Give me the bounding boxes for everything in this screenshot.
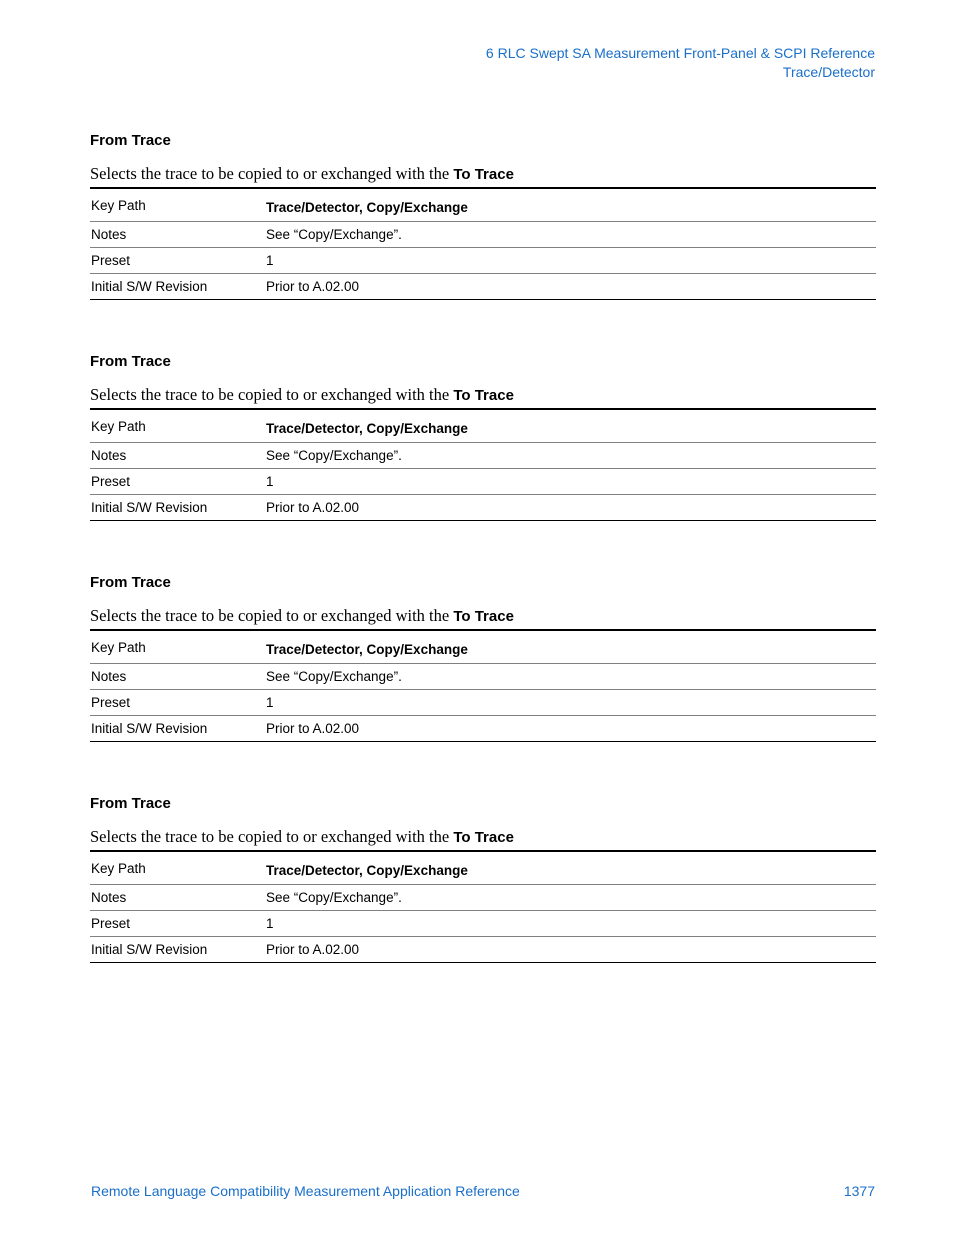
- row-value: Prior to A.02.00: [266, 279, 360, 294]
- table-row: [90, 630, 876, 664]
- info-table: [90, 408, 876, 521]
- from-trace-section-4: [90, 795, 876, 963]
- table-row: [90, 248, 876, 274]
- row-value: See “Copy/Exchange”.: [265, 443, 876, 469]
- page-number: 1377: [843, 1183, 875, 1199]
- chapter-heading: 6 RLC Swept SA Measurement Front-Panel & SCPI Reference: [485, 45, 875, 61]
- info-table: [90, 629, 876, 742]
- footer-title: Remote Language Compatibility Measurement Application Reference: [91, 1183, 520, 1199]
- row-value: 1: [265, 911, 876, 937]
- to-trace-ref: To Trace: [453, 387, 514, 404]
- row-label: Initial S/W Revision: [91, 279, 208, 294]
- row-value: Prior to A.02.00: [266, 721, 360, 736]
- info-table: [90, 187, 876, 300]
- row-value: 1: [265, 469, 876, 495]
- row-label: Notes: [90, 664, 265, 690]
- table-row: [90, 469, 876, 495]
- table-row: [90, 443, 876, 469]
- section-title: From Trace: [90, 574, 171, 591]
- section-heading: Trace/Detector: [782, 64, 875, 80]
- row-label: Notes: [90, 222, 265, 248]
- section-title: From Trace: [90, 353, 171, 370]
- table-row: [90, 690, 876, 716]
- info-table: [90, 850, 876, 963]
- table-row: [90, 911, 876, 937]
- table-row: [90, 409, 876, 443]
- row-value: 1: [265, 690, 876, 716]
- row-value: Prior to A.02.00: [266, 500, 360, 515]
- row-value: Trace/Detector, Copy/Exchange: [265, 630, 876, 664]
- row-label: Key Path: [90, 851, 265, 885]
- from-trace-section-1: [90, 132, 876, 300]
- row-label: Preset: [90, 690, 265, 716]
- to-trace-ref: To Trace: [453, 608, 514, 625]
- table-row: [90, 716, 876, 742]
- row-label: Initial S/W Revision: [91, 942, 208, 957]
- row-label: Preset: [90, 911, 265, 937]
- section-title: From Trace: [90, 132, 171, 149]
- row-value: Trace/Detector, Copy/Exchange: [265, 188, 876, 222]
- table-row: [90, 664, 876, 690]
- section-description: Selects the trace to be copied to or exchanged with the To Trace: [90, 827, 514, 846]
- row-label: Preset: [90, 248, 265, 274]
- table-row: [90, 885, 876, 911]
- row-label: Preset: [90, 469, 265, 495]
- row-label: Initial S/W Revision: [91, 721, 208, 736]
- row-label: Key Path: [90, 188, 265, 222]
- table-row: [90, 274, 876, 300]
- row-value: See “Copy/Exchange”.: [265, 885, 876, 911]
- table-row: [90, 851, 876, 885]
- table-row: [90, 495, 876, 521]
- row-value: Trace/Detector, Copy/Exchange: [265, 851, 876, 885]
- row-value: See “Copy/Exchange”.: [265, 222, 876, 248]
- from-trace-section-2: [90, 353, 876, 521]
- section-description: Selects the trace to be copied to or exchanged with the To Trace: [90, 164, 514, 183]
- table-row: [90, 937, 876, 963]
- to-trace-ref: To Trace: [453, 829, 514, 846]
- running-header: [486, 44, 875, 82]
- row-label: Notes: [90, 885, 265, 911]
- row-value: 1: [265, 248, 876, 274]
- row-value: Prior to A.02.00: [266, 942, 360, 957]
- table-row: [90, 188, 876, 222]
- section-description: Selects the trace to be copied to or exchanged with the To Trace: [90, 385, 514, 404]
- page-footer: [91, 1182, 875, 1201]
- row-label: Notes: [90, 443, 265, 469]
- to-trace-ref: To Trace: [453, 166, 514, 183]
- section-title: From Trace: [90, 795, 171, 812]
- row-label: Key Path: [90, 630, 265, 664]
- section-description: Selects the trace to be copied to or exchanged with the To Trace: [90, 606, 514, 625]
- row-value: Trace/Detector, Copy/Exchange: [265, 409, 876, 443]
- table-row: [90, 222, 876, 248]
- row-value: See “Copy/Exchange”.: [265, 664, 876, 690]
- row-label: Key Path: [90, 409, 265, 443]
- from-trace-section-3: [90, 574, 876, 742]
- row-label: Initial S/W Revision: [91, 500, 208, 515]
